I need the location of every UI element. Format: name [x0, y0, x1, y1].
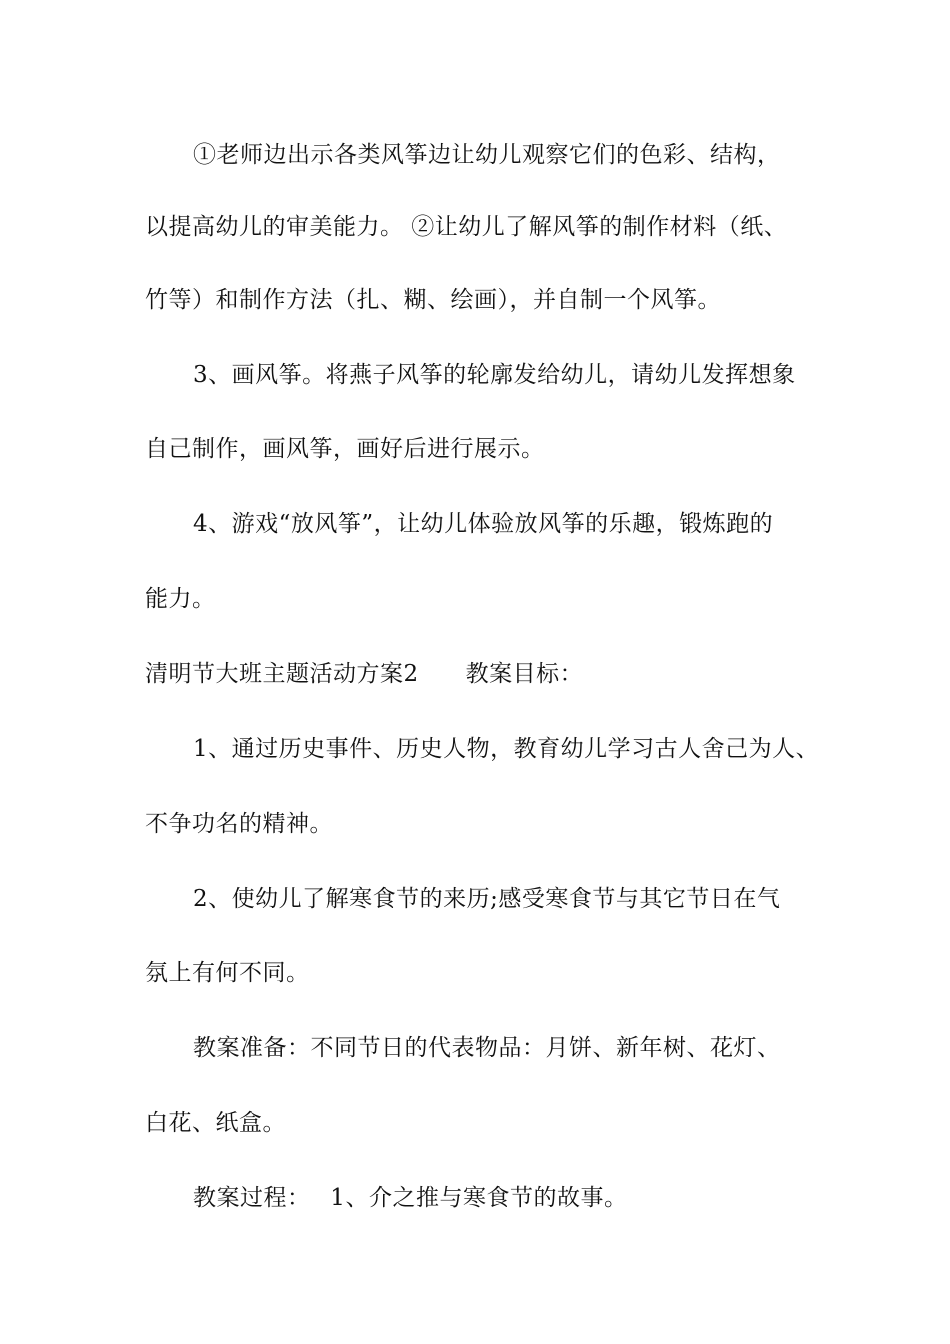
- text-line: 竹等）和制作方法（扎、糊、绘画），并自制一个风筝。: [145, 287, 721, 313]
- text-line: 2、使幼儿了解寒食节的来历;感受寒食节与其它节日在气: [193, 886, 781, 912]
- text-line: 1、通过历史事件、历史人物，教育幼儿学习古人舍己为人、: [193, 736, 820, 762]
- text-line: ①老师边出示各类风筝边让幼儿观察它们的色彩、结构，: [193, 142, 781, 168]
- text-line: 能力。: [145, 586, 216, 612]
- section-heading: 清明节大班主题活动方案2 教案目标：: [145, 661, 584, 687]
- text-line: 3、画风筝。将燕子风筝的轮廓发给幼儿，请幼儿发挥想象: [193, 362, 796, 388]
- text-line: 4、游戏“放风筝”，让幼儿体验放风筝的乐趣，锻炼跑的: [193, 511, 774, 537]
- text-line: 氛上有何不同。: [145, 960, 310, 986]
- text-line: 教案准备：不同节日的代表物品：月饼、新年树、花灯、: [193, 1035, 781, 1061]
- text-line: 白花、纸盒。: [145, 1110, 286, 1136]
- text-line: 教案过程： 1、介之推与寒食节的故事。: [193, 1185, 628, 1211]
- text-line: 不争功名的精神。: [145, 811, 333, 837]
- text-line: 自己制作，画风筝，画好后进行展示。: [145, 436, 545, 462]
- text-line: 以提高幼儿的审美能力。 ②让幼儿了解风筝的制作材料（纸、: [145, 214, 788, 240]
